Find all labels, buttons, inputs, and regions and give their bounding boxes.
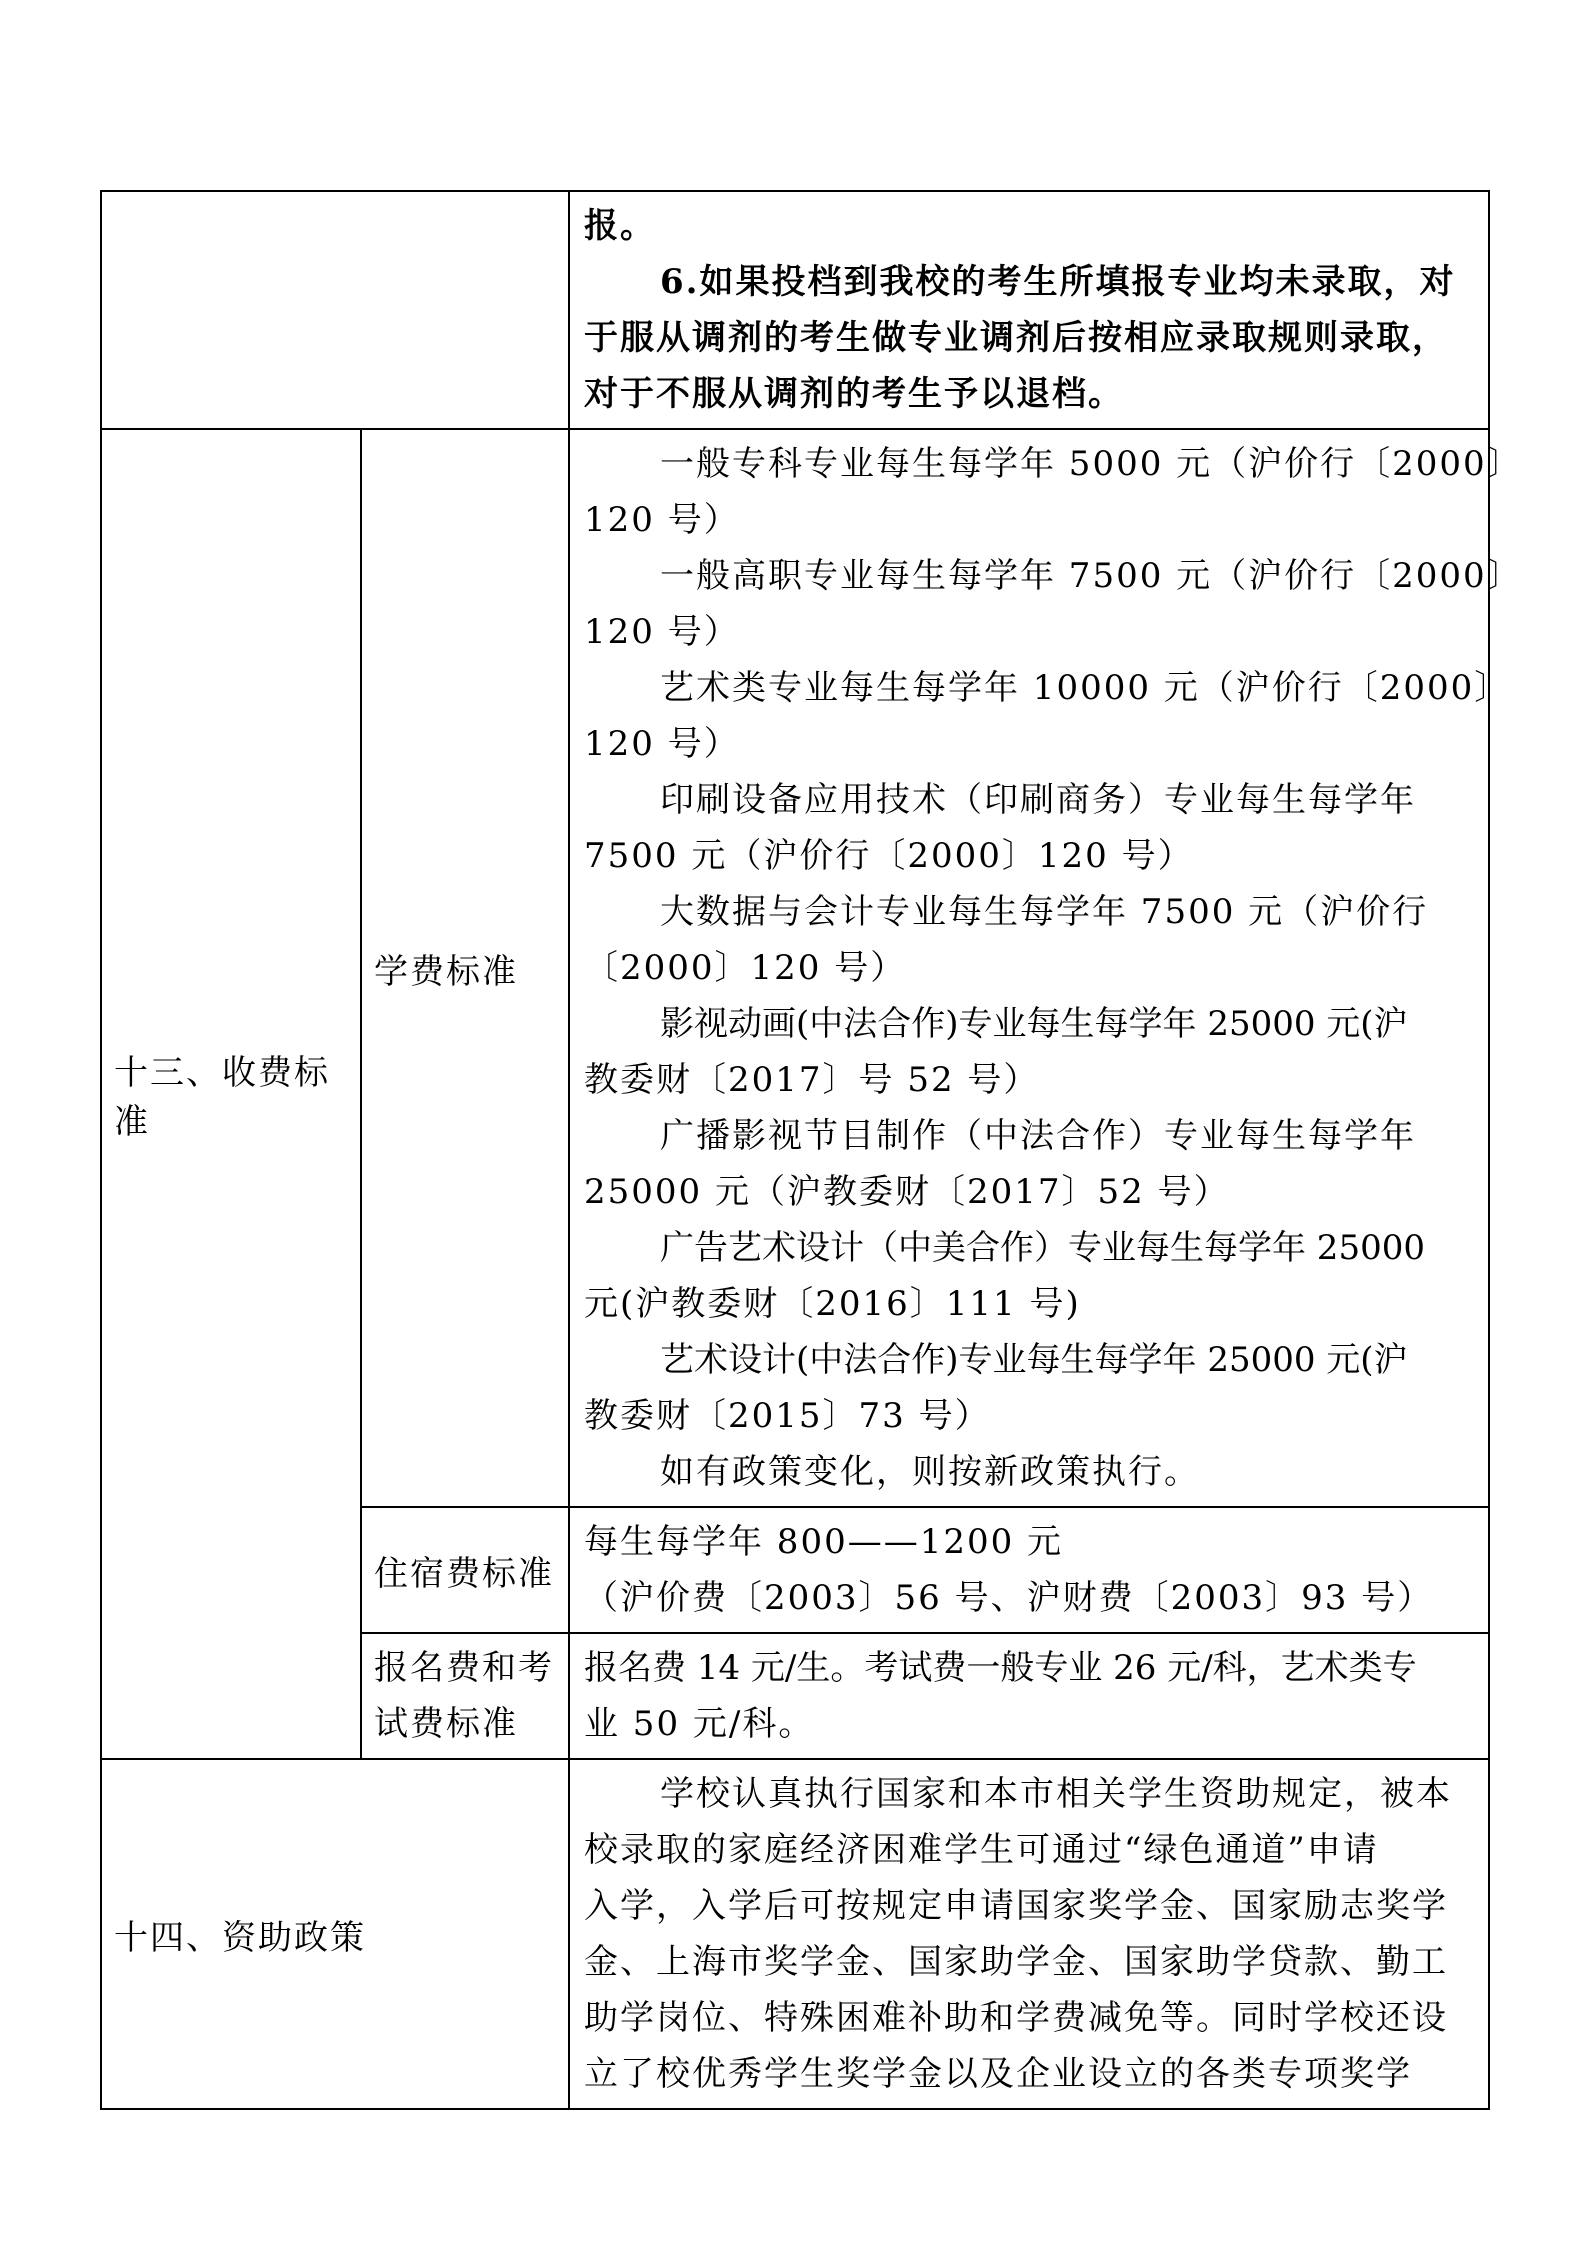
tuition-line: 7500 元（沪价行〔2000〕120 号） (584, 836, 1194, 876)
aid-cell (569, 1759, 1489, 2109)
admission-rule-line: 于服从调剂的考生做专业调剂后按相应录取规则录取， (584, 318, 1448, 358)
tuition-label: 学费标准 (361, 429, 569, 1507)
dorm-label: 住宿费标准 (361, 1507, 569, 1633)
exam-label (361, 1633, 569, 1759)
dorm-cell (569, 1507, 1489, 1633)
aid-line: 入学，入学后可按规定申请国家奖学金、国家励志奖学 (584, 1886, 1448, 1926)
tuition-line: 广播影视节目制作（中法合作）专业每生每学年 (660, 1116, 1416, 1156)
tuition-line: 影视动画(中法合作)专业每生每学年 25000 元(沪 (660, 1004, 1408, 1044)
tuition-line: 大数据与会计专业每生每学年 7500 元（沪价行 (660, 892, 1429, 932)
tuition-line: 教委财〔2015〕73 号） (584, 1396, 991, 1436)
tuition-line: 教委财〔2017〕号 52 号） (584, 1060, 1040, 1100)
section14-title: 十四、资助政策 (101, 1759, 569, 2109)
tuition-cell (569, 429, 1523, 1507)
tuition-line: 25000 元（沪教委财〔2017〕52 号） (584, 1172, 1230, 1212)
section13-title: 十三、收费标准 (101, 429, 361, 1759)
exam-cell (569, 1633, 1489, 1759)
exam-line: 业 50 元/科。 (584, 1704, 815, 1744)
tuition-line: 120 号） (584, 500, 740, 540)
tuition-line: 印刷设备应用技术（印刷商务）专业每生每学年 (660, 780, 1416, 820)
admission-rule-line: 6.如果投档到我校的考生所填报专业均未录取，对 (660, 262, 1456, 302)
tuition-line: 一般专科专业每生每学年 5000 元（沪价行〔2000〕 (660, 444, 1523, 484)
tuition-line: 如有政策变化，则按新政策执行。 (660, 1452, 1200, 1492)
aid-line: 助学岗位、特殊困难补助和学费减免等。同时学校还设 (584, 1998, 1448, 2038)
tuition-line: 广告艺术设计（中美合作）专业每生每学年 25000 (660, 1228, 1425, 1268)
tuition-line: 一般高职专业每生每学年 7500 元（沪价行〔2000〕 (660, 556, 1523, 596)
admission-rules-row (101, 191, 1489, 429)
tuition-line: 艺术设计(中法合作)专业每生每学年 25000 元(沪 (660, 1340, 1408, 1380)
aid-line: 金、上海市奖学金、国家助学金、国家助学贷款、勤工 (584, 1942, 1448, 1982)
aid-row (101, 1759, 1489, 2109)
dorm-line: 每生每学年 800——1200 元 (584, 1522, 1064, 1562)
admission-rules-cell (569, 191, 1489, 429)
exam-label-line: 报名费和考 (374, 1648, 554, 1688)
tuition-line: 元(沪教委财〔2016〕111 号) (584, 1284, 1081, 1324)
fee-tuition-row (101, 429, 1489, 1507)
aid-line: 学校认真执行国家和本市相关学生资助规定，被本 (660, 1774, 1452, 1814)
admission-rule-line: 报。 (584, 206, 656, 246)
admission-rule-line: 对于不服从调剂的考生予以退档。 (584, 374, 1124, 414)
aid-line: 立了校优秀学生奖学金以及企业设立的各类专项奖学 (584, 2054, 1412, 2094)
tuition-line: 120 号） (584, 724, 740, 764)
exam-label-line: 试费标准 (374, 1704, 518, 1744)
admission-rules-label-cell (101, 191, 569, 429)
tuition-line: 艺术类专业每生每学年 10000 元（沪价行〔2000〕 (660, 668, 1511, 708)
aid-line: 校录取的家庭经济困难学生可通过“绿色通道”申请 (584, 1830, 1379, 1870)
tuition-line: 〔2000〕120 号） (584, 948, 907, 988)
admissions-table (100, 190, 1523, 2110)
dorm-line: （沪价费〔2003〕56 号、沪财费〔2003〕93 号） (584, 1578, 1434, 1618)
exam-line: 报名费 14 元/生。考试费一般专业 26 元/科，艺术类专 (584, 1648, 1417, 1688)
tuition-line: 120 号） (584, 612, 740, 652)
